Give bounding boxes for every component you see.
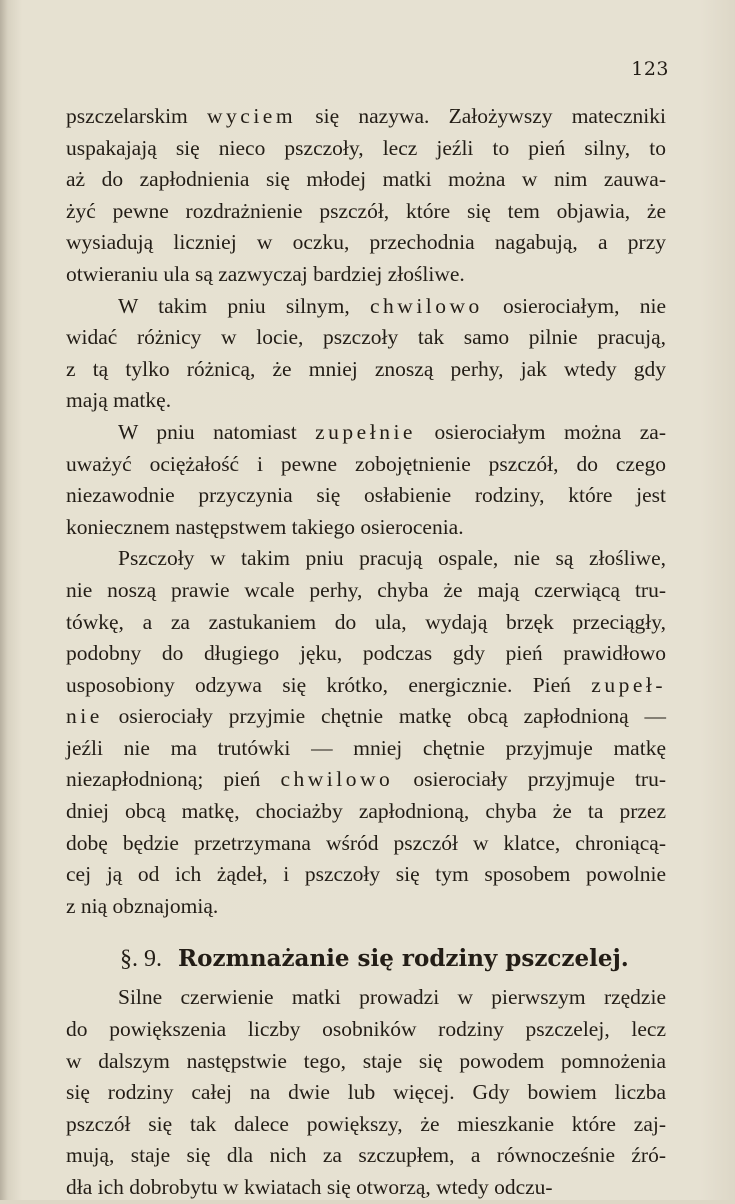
text-run: podobny do długiego jęku, podczas gdy pień prawidłowo (66, 641, 666, 666)
text-line (66, 543, 666, 575)
spaced-emphasis: wyciem (207, 104, 297, 128)
spaced-emphasis: zupeł- (591, 672, 666, 697)
text-run: widać różnicy w locie, pszczoły tak samo pilnie pracują, (66, 325, 666, 350)
text-line (66, 133, 666, 165)
text-run: dniej obcą matkę, chociażby zapłodnioną, chyba że ta przez (66, 799, 666, 824)
text-line (66, 259, 666, 291)
text-line (66, 670, 666, 702)
text-line (66, 1109, 666, 1141)
text-line (66, 638, 666, 670)
text-run: koniecznem następstwem takiego osierocenia. (66, 514, 464, 539)
text-line (66, 1172, 666, 1204)
text-run: Pszczoły w takim pniu pracują ospale, nie są złośliwe, (118, 546, 666, 571)
text-line (66, 796, 666, 828)
text-line (66, 322, 666, 354)
text-run: w dalszym następstwie tego, staje się powodem pomnożenia (66, 1048, 666, 1073)
text-run: się nazywa. Założywszy mateczniki (296, 104, 667, 128)
text-run: dobę będzie przetrzymana wśród pszczół w klatce, chroniącą- (66, 830, 666, 855)
text-run: się rodziny całej na dwie lub więcej. Gdy bowiem liczba (66, 1080, 666, 1105)
text-run: żyć pewne rozdrażnienie pszczół, które się tem objawia, że (66, 198, 666, 223)
section-number: §. 9. (120, 946, 162, 973)
section-title: Rozmnażanie się rodziny pszczelej. (178, 945, 629, 973)
paragraph (66, 291, 666, 417)
text-run: tówkę, a za zastukaniem do ula, wydają brzęk przeciągły, (66, 609, 666, 634)
text-run: pszczelarskim (66, 104, 207, 128)
text-run: mają matkę. (66, 388, 172, 413)
text-line (66, 733, 666, 765)
text-line (66, 101, 666, 133)
text-line (66, 1014, 666, 1046)
text-line (66, 1077, 666, 1109)
paragraph (66, 101, 666, 291)
text-run: z nią obznajomią. (66, 893, 219, 918)
text-run: Silne czerwienie matki prowadzi w pierwszym rzędzie (118, 985, 666, 1010)
text-run: W takim pniu silnym, (118, 293, 370, 318)
spaced-emphasis: chwilowo (280, 767, 394, 792)
text-line (66, 891, 666, 923)
text-line (66, 982, 666, 1014)
text-line (66, 417, 666, 449)
text-run: uważyć ociężałość i pewne zobojętnienie pszczół, do czego (66, 451, 666, 476)
paragraphs-before-section (66, 101, 666, 922)
text-run: osierociały przyjmuje tru- (393, 767, 666, 792)
spaced-emphasis: chwilowo (370, 293, 483, 318)
text-run: z tą tylko różnicą, że mniej znoszą perhy, jak wtedy gdy (66, 356, 666, 381)
text-line (66, 512, 666, 544)
text-line (66, 859, 666, 891)
spaced-emphasis: zupełnie (315, 419, 416, 444)
text-line (66, 164, 666, 196)
page-number: 123 (631, 58, 669, 80)
text-line (66, 828, 666, 860)
text-run: cej ją od ich żądeł, i pszczoły się tym sposobem powolnie (66, 862, 666, 887)
text-run: niezawodnie przyczynia się osłabienie rodziny, które jest (66, 483, 666, 508)
text-line (66, 385, 666, 417)
text-run: do powiększenia liczby osobników rodziny pszczelej, lecz (66, 1017, 666, 1042)
text-run: niezapłodnioną; pień (66, 767, 281, 792)
text-run: osierociałym, nie (482, 293, 666, 318)
section-heading (66, 936, 666, 982)
text-run: wysiadują liczniej w oczku, przechodnia nagabują, a przy (66, 230, 666, 255)
paragraph (66, 543, 666, 922)
text-line (66, 291, 666, 323)
text-line (66, 227, 666, 259)
text-run: nie noszą prawie wcale perhy, chyba że mają czerwiącą tru- (66, 577, 666, 602)
text-line (66, 701, 666, 733)
text-run: usposobiony odzywa się krótko, energicznie. Pień (66, 672, 592, 697)
text-line (66, 196, 666, 228)
text-run: osierociały przyjmie chętnie matkę obcą zapłodnioną — (102, 704, 666, 729)
text-run: W pniu natomiast (118, 419, 316, 444)
text-run: aż do zapłodnienia się młodej matki można w nim zauwa- (66, 167, 666, 192)
text-line (66, 449, 666, 481)
body-text (66, 101, 666, 1204)
text-run: dła ich dobrobytu w kwiatach się otworzą, wtedy odczu- (66, 1175, 553, 1199)
text-line (66, 1046, 666, 1078)
text-run: jeźli nie ma trutówki — mniej chętnie przyjmuje matkę (66, 735, 666, 760)
text-line (66, 607, 666, 639)
text-run: otwieraniu ula są zazwyczaj bardziej złośliwe. (66, 261, 465, 286)
spaced-emphasis: nie (66, 704, 103, 729)
text-line (66, 354, 666, 386)
text-run: mują, staje się dla nich za szczupłem, a równocześnie źró- (66, 1143, 666, 1168)
text-line (66, 1140, 666, 1172)
text-line (66, 480, 666, 512)
text-run: uspakajają się nieco pszczoły, lecz jeźli to pień silny, to (66, 135, 666, 160)
text-line (66, 764, 666, 796)
paragraph (66, 417, 666, 543)
paragraph (66, 982, 666, 1203)
paragraphs-after-section (66, 982, 666, 1203)
text-line (66, 575, 666, 607)
text-run: osierociałym można za- (415, 419, 666, 444)
text-run: pszczół się tak dalece powiększy, że mieszkanie które zaj- (66, 1111, 666, 1136)
